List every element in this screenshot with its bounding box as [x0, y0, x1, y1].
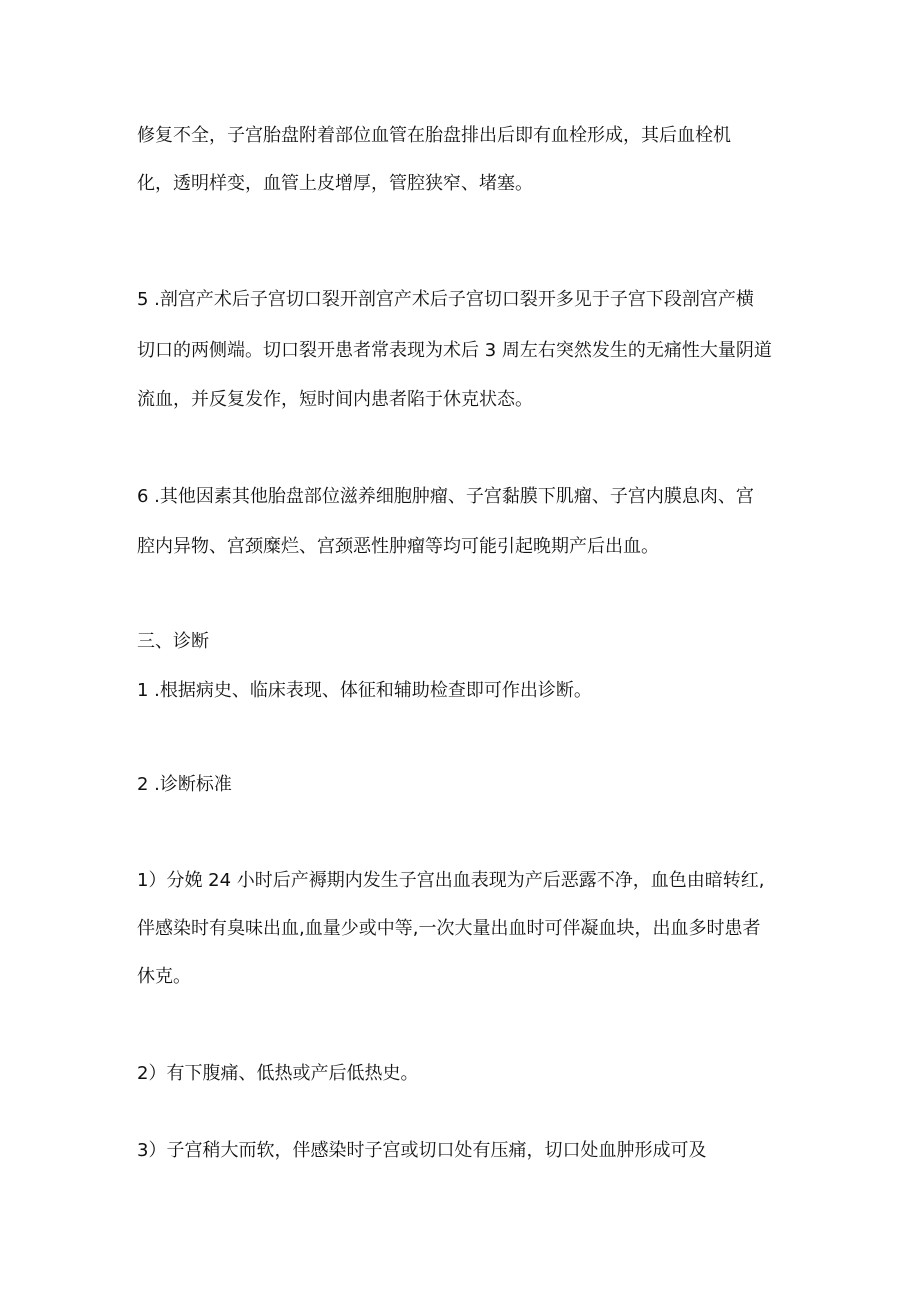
paragraph-line: 2）有下腹痛、低热或产后低热史。	[137, 1063, 419, 1084]
paragraph-line: 1）分娩 24 小时后产褥期内发生子宫出血表现为产后恶露不净，血色由暗转红,	[137, 870, 765, 891]
paragraph-line: 腔内异物、宫颈糜烂、宫颈恶性肿瘤等均可能引起晚期产后出血。	[137, 536, 659, 557]
paragraph-line: 修复不全，子宫胎盘附着部位血管在胎盘排出后即有血栓形成，其后血栓机	[137, 125, 731, 146]
paragraph-line: 休克。	[137, 966, 191, 987]
paragraph-line: 伴感染时有臭味出血,血量少或中等,一次大量出血时可伴凝血块，出血多时患者	[137, 918, 761, 939]
paragraph-line: 1 .根据病史、临床表现、体征和辅助检查即可作出诊断。	[137, 680, 592, 701]
section-heading: 三、诊断	[137, 631, 209, 652]
paragraph-line: 6 .其他因素其他胎盘部位滋养细胞肿瘤、子宫黏膜下肌瘤、子宫内膜息肉、宫	[137, 486, 754, 507]
paragraph-line: 3）子宫稍大而软，伴感染时子宫或切口处有压痛，切口处血肿形成可及	[137, 1140, 707, 1161]
subsection-heading: 2 .诊断标准	[137, 774, 232, 795]
paragraph-line: 切口的两侧端。切口裂开患者常表现为术后 3 周左右突然发生的无痛性大量阴道	[137, 340, 772, 361]
paragraph-line: 流血，并反复发作，短时间内患者陷于休克状态。	[137, 389, 533, 410]
paragraph-line: 5 .剖宫产术后子宫切口裂开剖宫产术后子宫切口裂开多见于子宫下段剖宫产横	[137, 289, 754, 310]
paragraph-line: 化，透明样变，血管上皮增厚，管腔狭窄、堵塞。	[137, 173, 533, 194]
